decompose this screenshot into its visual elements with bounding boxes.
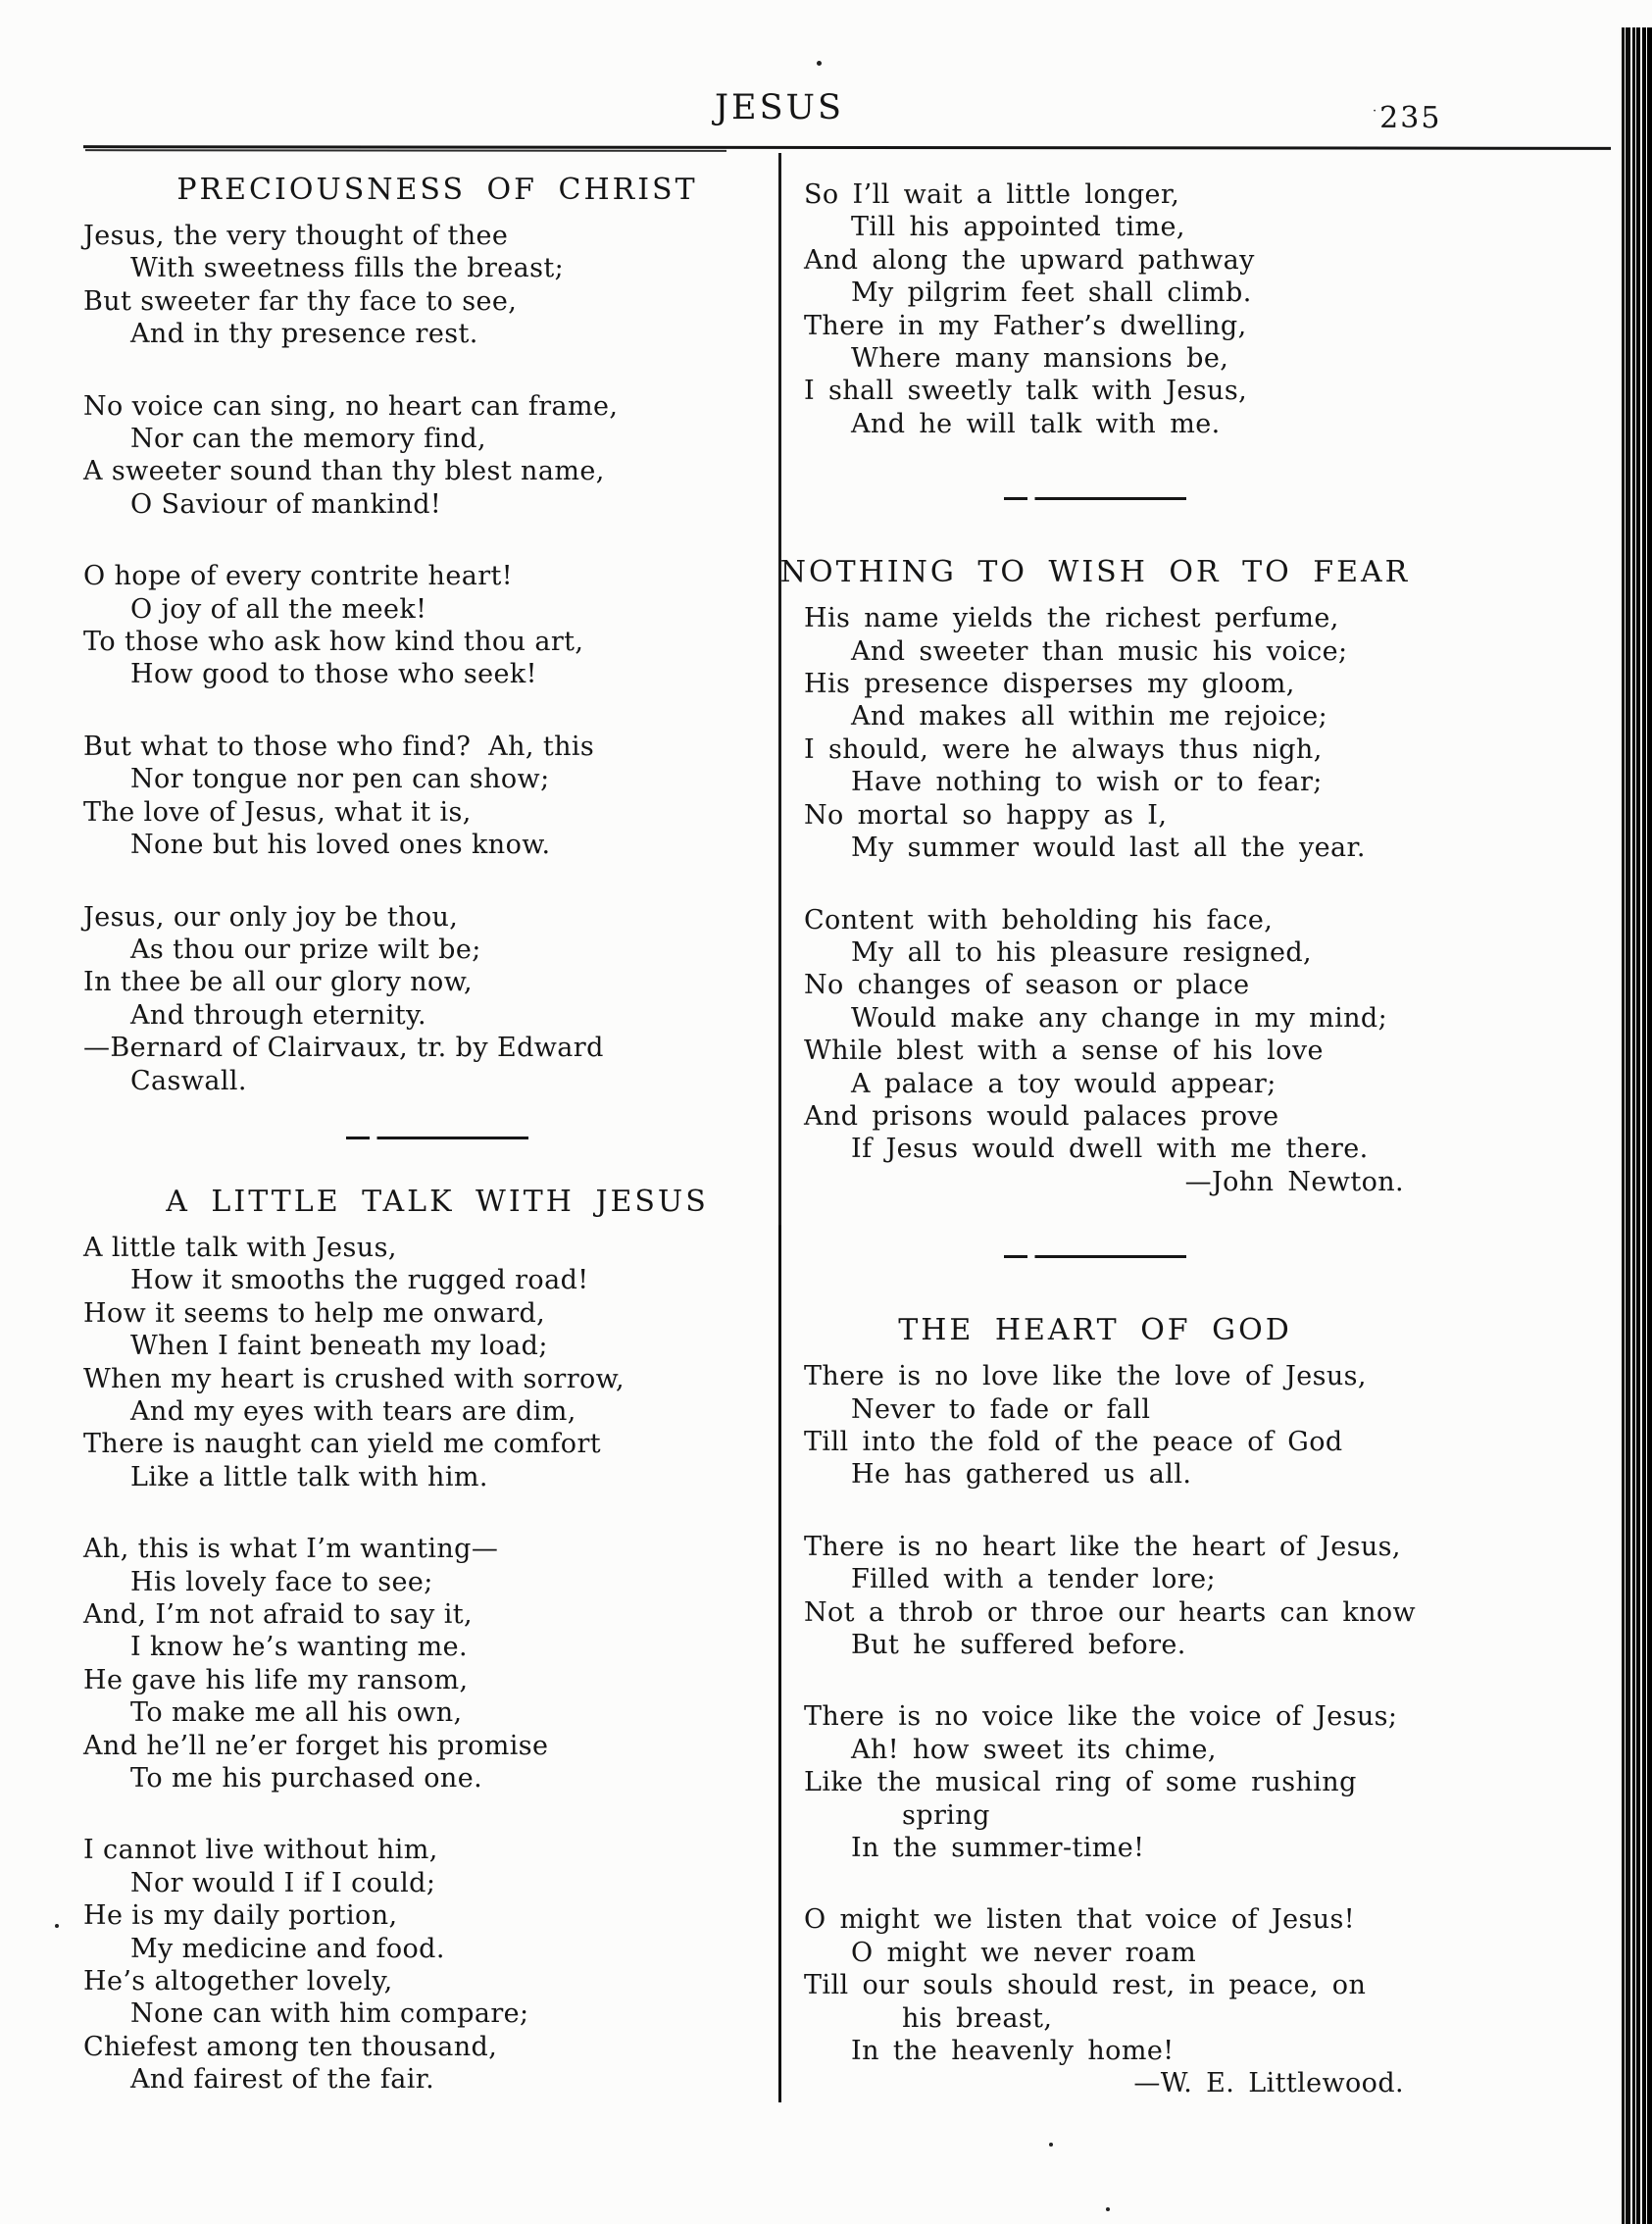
- poem-line: In thee be all our glory now,: [83, 967, 473, 998]
- poem-line: Like the musical ring of some rushing: [804, 1767, 1357, 1798]
- poem-line: There is naught can yield me comfort: [83, 1429, 602, 1460]
- page-header-title: JESUS: [714, 88, 845, 127]
- poem-line: I shall sweetly talk with Jesus,: [804, 376, 1248, 407]
- poem-line: No changes of season or place: [804, 970, 1250, 1001]
- poem-line: My medicine and food.: [130, 1933, 445, 1964]
- stanza: [804, 602, 1453, 864]
- poem-line: In the heavenly home!: [851, 2036, 1175, 2067]
- poem-line: A little talk with Jesus,: [83, 1232, 397, 1263]
- poem-line: How it seems to help me onward,: [83, 1297, 546, 1329]
- poem-line: O Saviour of mankind!: [130, 488, 442, 520]
- poem-line: To me his purchased one.: [130, 1763, 483, 1794]
- poem-line: How good to those who seek!: [130, 659, 537, 690]
- poem-title: THE HEART OF GOD: [898, 1313, 1292, 1348]
- poem-line: And fairest of the fair.: [130, 2064, 435, 2096]
- poem-line: My summer would last all the year.: [851, 833, 1366, 864]
- poem-line: I know he’s wanting me.: [130, 1632, 469, 1663]
- poem-line: I should, were he always thus nigh,: [804, 733, 1323, 765]
- poem-line: And through eternity.: [130, 999, 427, 1031]
- page-number: [1373, 94, 1441, 136]
- poem-line: To make me all his own,: [130, 1697, 463, 1729]
- poem-line: Ah, this is what I’m wanting—: [83, 1534, 499, 1565]
- poem-line: So I’ll wait a little longer,: [804, 179, 1180, 210]
- scan-speck: [1106, 2207, 1110, 2211]
- poem-line: None but his loved ones know.: [130, 830, 551, 861]
- stanza: [83, 1834, 760, 2096]
- poem-line: Not a throb or throe our hearts can know: [804, 1596, 1417, 1628]
- poem-line: No mortal so happy as I,: [804, 799, 1168, 831]
- poem-line: His lovely face to see;: [130, 1566, 433, 1597]
- poem-line: A palace a toy would appear;: [851, 1068, 1277, 1099]
- poem-line: There in my Father’s dwelling,: [804, 310, 1247, 341]
- poem-line: He gave his life my ransom,: [83, 1664, 469, 1695]
- poem-line: How it smooths the rugged road!: [130, 1265, 589, 1296]
- stanza: [804, 1700, 1453, 1864]
- poem-line: Till our souls should rest, in peace, on: [804, 1970, 1367, 2001]
- scan-speck: [55, 1924, 59, 1928]
- poem-line: The love of Jesus, what it is,: [83, 796, 472, 828]
- stanza: [83, 390, 760, 522]
- poem-line: Like a little talk with him.: [130, 1461, 488, 1492]
- poem-line: spring: [902, 1799, 990, 1831]
- poem-line: I cannot live without him,: [83, 1835, 438, 1866]
- poem-line: Jesus, our only joy be thou,: [83, 901, 459, 933]
- page-number-value: 235: [1379, 101, 1442, 135]
- right-column: [779, 173, 1453, 2140]
- scan-speck: [1049, 2143, 1053, 2147]
- poem-line: And he’ll ne’er forget his promise: [83, 1730, 549, 1761]
- poem-line: O joy of all the meek!: [130, 593, 427, 625]
- poem-line: O might we never roam: [851, 1937, 1197, 1968]
- poem-line: His name yields the richest perfume,: [804, 603, 1339, 634]
- poem-line: Nor tongue nor pen can show;: [130, 764, 550, 795]
- poem-line: If Jesus would dwell with me there.: [851, 1134, 1369, 1165]
- poem-line: There is no heart like the heart of Jesus,: [804, 1531, 1401, 1562]
- poem-line: And he will talk with me.: [851, 408, 1221, 439]
- poem-title: A LITTLE TALK WITH JESUS: [166, 1184, 709, 1219]
- poem-line: And sweeter than music his voice;: [851, 635, 1348, 667]
- poem-line: Nor would I if I could;: [130, 1867, 436, 1898]
- poem-line: While blest with a sense of his love: [804, 1036, 1324, 1067]
- stanza: [804, 1360, 1453, 1491]
- poem-line: With sweetness fills the breast;: [130, 253, 565, 284]
- poem-line: But he suffered before.: [851, 1630, 1186, 1660]
- scan-binding-edge: [1620, 27, 1652, 2224]
- poem-line: And prisons would palaces prove: [804, 1100, 1279, 1132]
- poem-line: None can with him compare;: [130, 1998, 529, 2030]
- section-separator-rule: [1004, 1255, 1186, 1258]
- poem-line: O hope of every contrite heart!: [83, 561, 514, 592]
- poem-line: his breast,: [902, 2002, 1053, 2034]
- stanza: [83, 901, 760, 1097]
- poem-title: NOTHING TO WISH OR TO FEAR: [779, 555, 1411, 590]
- section-separator-rule: [346, 1137, 528, 1139]
- poem-line: As thou our prize wilt be;: [130, 934, 481, 965]
- poem-line: Never to fade or fall: [851, 1393, 1151, 1425]
- stanza: [83, 220, 760, 351]
- poem-line: Till into the fold of the peace of God: [804, 1426, 1343, 1457]
- poem-line: And, I’m not afraid to say it,: [83, 1599, 473, 1630]
- poem-line: My pilgrim feet shall climb.: [851, 278, 1252, 309]
- attribution-line: —John Newton.: [1184, 1166, 1404, 1197]
- stanza: [804, 904, 1453, 1199]
- poem-line: No voice can sing, no heart can frame,: [83, 390, 619, 422]
- poem-line: And makes all within me rejoice;: [851, 701, 1328, 733]
- poem-title: PRECIOUSNESS OF CHRIST: [176, 173, 698, 207]
- poem-line: To those who ask how kind thou art,: [83, 627, 584, 658]
- poem-line: He has gathered us all.: [851, 1459, 1192, 1491]
- poem-line: And in thy presence rest.: [130, 319, 478, 350]
- stanza: [804, 178, 1453, 440]
- poem-line: He’s altogether lovely,: [83, 1966, 393, 1997]
- column-divider-rule: [778, 153, 781, 2102]
- poem-line: Nor can the memory find,: [130, 424, 487, 455]
- poem-line: Content with beholding his face,: [804, 904, 1274, 935]
- scan-speck: [817, 61, 822, 66]
- left-column: [83, 173, 760, 2136]
- poem-line: My all to his pleasure resigned,: [851, 936, 1312, 968]
- page-number-speck: ·: [1373, 104, 1379, 119]
- poem-line: A sweeter sound than thy blest name,: [83, 456, 605, 487]
- poem-line: Chiefest among ten thousand,: [83, 2031, 498, 2062]
- poem-line: Jesus, the very thought of thee: [83, 221, 509, 251]
- section-separator-rule: [1004, 497, 1186, 500]
- stanza: [83, 1232, 760, 1493]
- poem-line: And my eyes with tears are dim,: [130, 1395, 576, 1427]
- poem-line: But sweeter far thy face to see,: [83, 285, 518, 317]
- poem-line: Filled with a tender lore;: [851, 1564, 1216, 1595]
- poem-line: In the summer-time!: [851, 1833, 1145, 1864]
- attribution-line: —W. E. Littlewood.: [1133, 2068, 1404, 2099]
- poem-line: There is no voice like the voice of Jesus;: [804, 1701, 1398, 1733]
- poem-line: Would make any change in my mind;: [851, 1002, 1388, 1034]
- poem-line: —Bernard of Clairvaux, tr. by Edward: [83, 1033, 604, 1064]
- poem-line: He is my daily portion,: [83, 1900, 398, 1932]
- stanza: [804, 1531, 1453, 1662]
- poem-line: Where many mansions be,: [851, 343, 1229, 375]
- poem-line: Have nothing to wish or to fear;: [851, 767, 1323, 798]
- poem-line: O might we listen that voice of Jesus!: [804, 1904, 1356, 1936]
- poem-line: His presence disperses my gloom,: [804, 669, 1295, 700]
- stanza: [83, 731, 760, 862]
- poem-line: But what to those who find? Ah, this: [83, 731, 595, 762]
- poem-line: Till his appointed time,: [851, 212, 1185, 243]
- poem-line: Caswall.: [130, 1065, 247, 1096]
- poem-line: And along the upward pathway: [804, 244, 1255, 276]
- poem-line: When I faint beneath my load;: [130, 1331, 548, 1362]
- poem-line: There is no love like the love of Jesus,: [804, 1361, 1367, 1392]
- stanza: [83, 1533, 760, 1794]
- poem-line: When my heart is crushed with sorrow,: [83, 1363, 625, 1394]
- stanza: [804, 1903, 1453, 2099]
- header-rule: [83, 145, 1611, 150]
- poem-line: Ah! how sweet its chime,: [851, 1734, 1217, 1765]
- stanza: [83, 560, 760, 691]
